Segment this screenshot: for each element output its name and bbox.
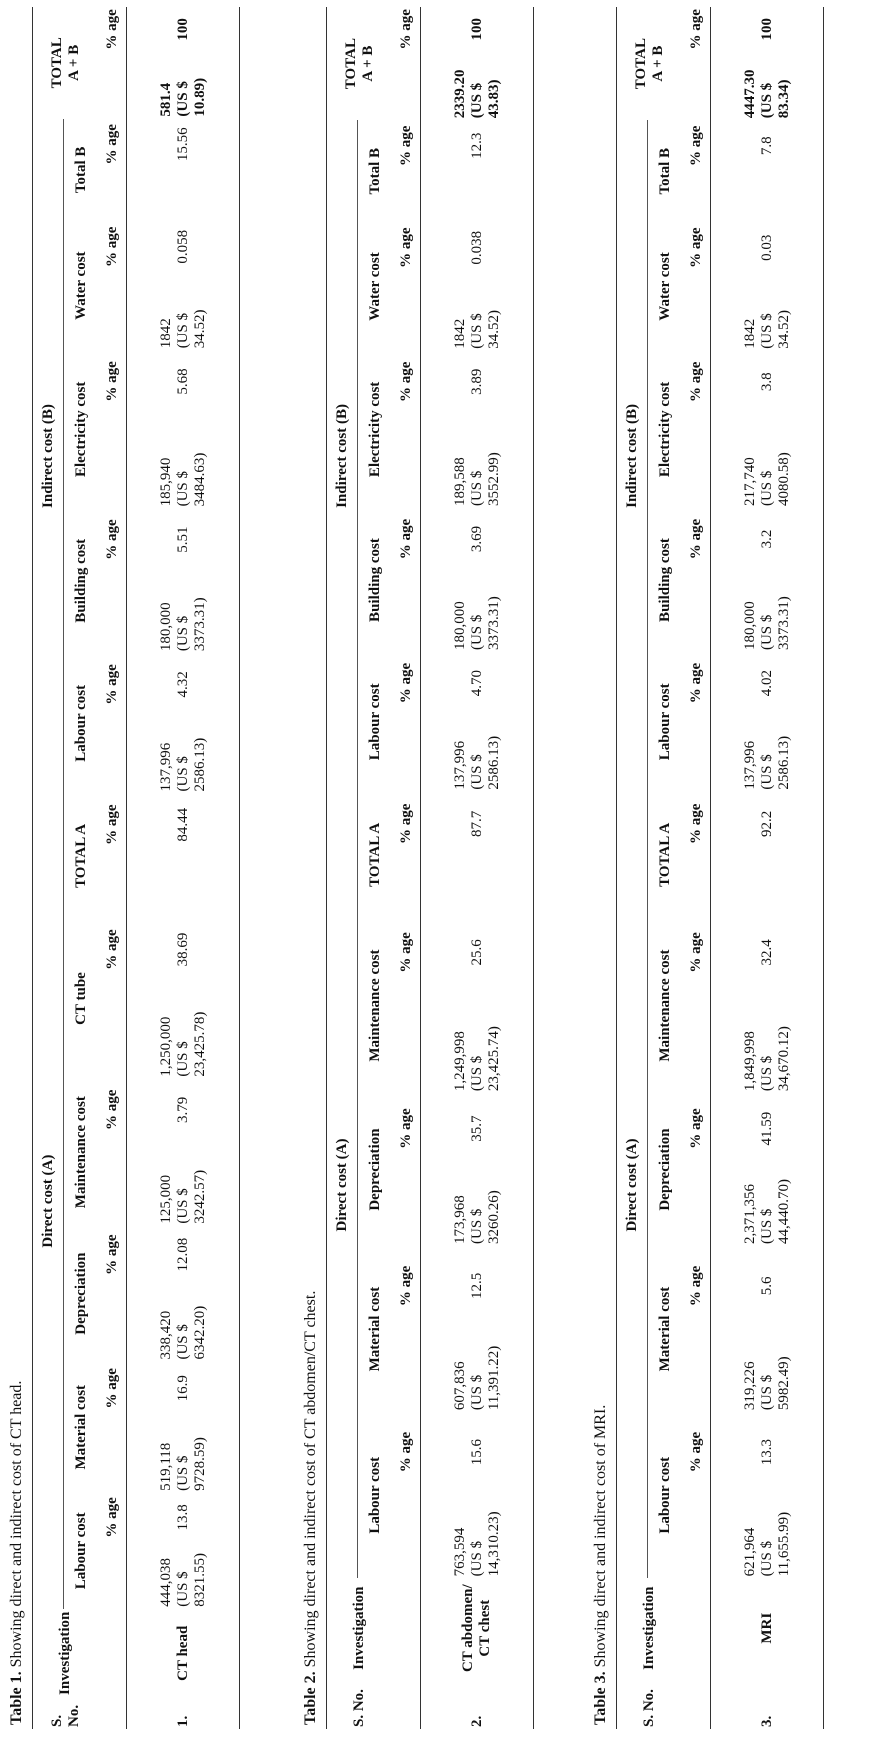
col-header: Depreciation — [366, 1128, 383, 1211]
table-caption — [6, 7, 28, 1725]
table-caption — [590, 7, 612, 1725]
col-header: Total B — [656, 147, 673, 195]
col-header: Material cost — [72, 1384, 89, 1470]
col-header: Depreciation — [656, 1128, 673, 1211]
pct-cell: 12.08 — [127, 1226, 240, 1284]
table-2 — [300, 7, 534, 1729]
total-pct-cell: 100 — [711, 7, 824, 52]
pct-header: % age — [98, 653, 127, 715]
investigation-header: Investigation — [327, 1578, 393, 1678]
col-header: Water cost — [366, 252, 383, 321]
pct-cell: 3.2 — [711, 508, 824, 570]
pct-header: % age — [682, 652, 711, 714]
pct-header: % age — [98, 918, 127, 980]
total-cell: 581.4 (US $ 10.89) — [127, 52, 240, 119]
pct-header: % age — [682, 918, 711, 987]
caption-text: Showing direct and indirect cost of CT abdomen/CT chest. — [302, 1290, 319, 1672]
pct-cell: 3.69 — [421, 508, 534, 570]
pct-cell: 5.51 — [127, 508, 240, 570]
pct-header: % age — [98, 1362, 127, 1415]
col-header: Labour cost — [366, 683, 383, 761]
value-cell: 189,588 (US $ 3552.99) — [421, 413, 534, 508]
sno-header: S. No. — [33, 1698, 99, 1729]
value-cell: 338,420 (US $ 6342.20) — [127, 1284, 240, 1362]
value-cell: 1,849,998 (US $ 34,670.12) — [711, 987, 824, 1093]
value-cell — [421, 171, 534, 222]
pct-cell: 87.7 — [421, 792, 534, 856]
col-header: Total B — [72, 146, 89, 194]
investigation-cell: MRI — [711, 1578, 824, 1678]
pct-header: % age — [682, 120, 711, 171]
col-header: Electricity cost — [366, 381, 383, 478]
table-row — [127, 7, 240, 1729]
pct-cell: 7.8 — [711, 120, 824, 171]
pct-cell: 16.9 — [127, 1362, 240, 1415]
pct-header: % age — [392, 792, 421, 856]
pct-cell: 92.2 — [711, 792, 824, 856]
value-cell: 621,964 (US $ 11,655.99) — [711, 1492, 824, 1578]
pct-cell: 13.3 — [711, 1412, 824, 1492]
cost-table — [616, 7, 824, 1729]
col-header: Labour cost — [72, 684, 89, 762]
investigation-cell: CT abdomen/ CT chest — [421, 1578, 534, 1678]
col-header: Maintenance cost — [72, 1096, 89, 1209]
col-header: Water cost — [656, 252, 673, 321]
pct-cell: 3.79 — [127, 1079, 240, 1141]
pct-header: % age — [98, 1079, 127, 1141]
investigation-header: Investigation — [617, 1578, 683, 1678]
pct-cell: 35.7 — [421, 1093, 534, 1164]
pct-header: % age — [392, 7, 421, 52]
col-header: CT tube — [72, 972, 89, 1025]
table-1 — [6, 7, 240, 1729]
sno-header: S. No. — [617, 1678, 683, 1729]
pct-cell: 25.6 — [421, 918, 534, 987]
pct-header: % age — [392, 508, 421, 570]
cost-table — [326, 7, 534, 1729]
col-header: TOTAL A — [366, 822, 383, 887]
indirect-cost-header: Indirect cost (B) — [327, 120, 358, 791]
col-header: Building cost — [656, 538, 673, 622]
table-label: Table 3. — [592, 1671, 609, 1725]
pct-header: % age — [392, 918, 421, 987]
value-cell: 137,996 (US $ 2586.13) — [421, 714, 534, 792]
indirect-cost-header: Indirect cost (B) — [617, 120, 648, 791]
sno-cell: 1. — [127, 1698, 240, 1729]
col-header: Building cost — [72, 538, 89, 623]
pct-cell: 32.4 — [711, 918, 824, 987]
col-header: Depreciation — [72, 1252, 89, 1335]
value-cell: 1842 (US $ 34.52) — [711, 273, 824, 351]
pct-cell: 4.32 — [127, 653, 240, 715]
value-cell: 173,968 (US $ 3260.26) — [421, 1164, 534, 1246]
pct-header: % age — [98, 1226, 127, 1284]
value-cell: 217,740 (US $ 4080.58) — [711, 413, 824, 508]
pct-header: % age — [682, 1412, 711, 1492]
sno-cell: 3. — [711, 1678, 824, 1729]
pct-header: % age — [682, 351, 711, 413]
pct-header: % age — [392, 652, 421, 714]
value-cell: 763,594 (US $ 14,310.23) — [421, 1492, 534, 1578]
value-cell — [711, 171, 824, 222]
pct-cell: 4.02 — [711, 652, 824, 714]
sno-header: S. No. — [327, 1678, 393, 1729]
pct-header: % age — [392, 222, 421, 273]
value-cell — [127, 856, 240, 918]
total-ab-header: TOTAL A + B — [617, 7, 683, 120]
direct-cost-header: Direct cost (A) — [327, 792, 358, 1579]
col-header: Material cost — [656, 1286, 673, 1372]
col-header: Labour cost — [72, 1512, 89, 1590]
table-row — [421, 7, 534, 1729]
pct-cell: 5.68 — [127, 350, 240, 412]
caption-text: Showing direct and indirect cost of CT head. — [8, 1380, 25, 1672]
value-cell: 185,940 (US $ 3484.63) — [127, 413, 240, 509]
total-cell: 2339.20 (US $ 43.83) — [421, 52, 534, 121]
pct-header: % age — [682, 7, 711, 52]
value-cell: 607,836 (US $ 11,391.22) — [421, 1326, 534, 1412]
value-cell: 125,000 (US $ 3242.57) — [127, 1141, 240, 1226]
investigation-header: Investigation — [33, 1609, 99, 1698]
total-ab-header: TOTAL A + B — [33, 7, 99, 119]
value-cell: 137,996 (US $ 2586.13) — [711, 714, 824, 792]
col-header: Maintenance cost — [656, 949, 673, 1062]
pct-cell: 0.03 — [711, 222, 824, 273]
cost-table — [32, 7, 240, 1729]
pct-header: % age — [682, 1246, 711, 1326]
col-header: Water cost — [72, 251, 89, 320]
col-header: Electricity cost — [72, 381, 89, 478]
pct-header: % age — [98, 119, 127, 170]
pct-header: % age — [392, 1246, 421, 1326]
pct-cell: 13.8 — [127, 1493, 240, 1542]
col-header: Labour cost — [656, 1456, 673, 1534]
caption-text: Showing direct and indirect cost of MRI. — [592, 1404, 609, 1672]
col-header: Maintenance cost — [366, 949, 383, 1062]
value-cell: 180,000 (US $ 3373.31) — [711, 570, 824, 652]
value-cell: 137,996 (US $ 2586.13) — [127, 716, 240, 794]
value-cell — [127, 170, 240, 221]
pct-header: % age — [98, 793, 127, 855]
total-ab-header: TOTAL A + B — [327, 7, 393, 120]
pct-cell: 38.69 — [127, 918, 240, 980]
pct-header: % age — [392, 351, 421, 413]
col-header: TOTAL A — [656, 822, 673, 887]
pct-cell: 84.44 — [127, 793, 240, 855]
value-cell: 1842 (US $ 34.52) — [421, 273, 534, 351]
value-cell: 519,118 (US $ 9728.59) — [127, 1415, 240, 1493]
value-cell: 1842 (US $ 34.52) — [127, 272, 240, 350]
pct-header: % age — [98, 508, 127, 570]
pct-header: % age — [392, 1412, 421, 1492]
pct-header: % age — [98, 1493, 127, 1542]
indirect-cost-header: Indirect cost (B) — [33, 119, 64, 794]
pct-header: % age — [98, 350, 127, 412]
sno-cell: 2. — [421, 1678, 534, 1729]
pct-header: % age — [392, 120, 421, 171]
col-header: Electricity cost — [656, 381, 673, 478]
pct-cell: 0.038 — [421, 222, 534, 273]
pct-cell: 4.70 — [421, 652, 534, 714]
pct-cell: 12.5 — [421, 1246, 534, 1326]
value-cell: 180,000 (US $ 3373.31) — [421, 570, 534, 652]
pct-header: % age — [98, 7, 127, 52]
total-cell: 4447.30 (US $ 83.34) — [711, 52, 824, 121]
table-row — [711, 7, 824, 1729]
table-label: Table 2. — [302, 1671, 319, 1725]
direct-cost-header: Direct cost (A) — [33, 793, 64, 1608]
total-pct-cell: 100 — [127, 7, 240, 52]
value-cell: 1,249,998 (US $ 23,425.74) — [421, 987, 534, 1093]
col-header: TOTAL A — [72, 823, 89, 888]
pct-header: % age — [682, 222, 711, 273]
pct-cell: 3.8 — [711, 351, 824, 413]
pct-cell: 12.3 — [421, 120, 534, 171]
pct-cell: 5.6 — [711, 1246, 824, 1326]
pct-cell: 41.59 — [711, 1093, 824, 1164]
col-header: Total B — [366, 147, 383, 195]
direct-cost-header: Direct cost (A) — [617, 792, 648, 1579]
value-cell: 319,226 (US $ 5982.49) — [711, 1326, 824, 1412]
table-3 — [590, 7, 824, 1729]
pct-cell: 15.56 — [127, 119, 240, 170]
pct-header: % age — [682, 1093, 711, 1164]
col-header: Labour cost — [366, 1456, 383, 1534]
pct-cell: 0.058 — [127, 221, 240, 272]
pct-cell: 3.89 — [421, 351, 534, 413]
total-pct-cell: 100 — [421, 7, 534, 52]
col-header: Material cost — [366, 1286, 383, 1372]
table-caption — [300, 7, 322, 1725]
value-cell: 2,371,356 (US $ 44,440.70) — [711, 1164, 824, 1246]
pct-header: % age — [682, 508, 711, 570]
pct-header: % age — [682, 792, 711, 856]
col-header: Labour cost — [656, 683, 673, 761]
pct-header: % age — [392, 1093, 421, 1164]
pct-cell: 15.6 — [421, 1412, 534, 1492]
value-cell — [421, 856, 534, 918]
col-header: Building cost — [366, 538, 383, 622]
investigation-cell: CT head — [127, 1609, 240, 1698]
table-label: Table 1. — [8, 1671, 25, 1725]
value-cell: 180,000 (US $ 3373.31) — [127, 571, 240, 653]
value-cell — [711, 856, 824, 918]
value-cell: 1,250,000 (US $ 23,425.78) — [127, 981, 240, 1079]
pct-header: % age — [98, 221, 127, 272]
value-cell: 444,038 (US $ 8321.55) — [127, 1542, 240, 1609]
